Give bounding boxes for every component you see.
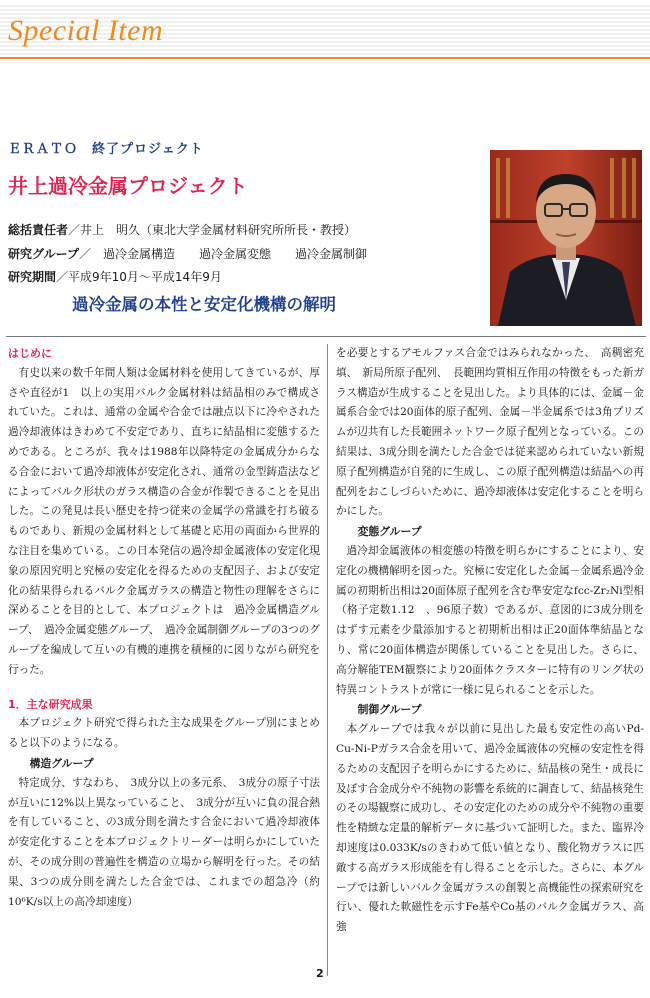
intro-heading: はじめに [8,347,52,360]
article-subtitle: 過冷金属の本性と安定化機構の解明 [72,295,336,314]
banner-title: Special Item [8,14,164,47]
structure-group-paragraph: 特定成分、すなわち、 3成分以上の多元系、 3成分の原子寸法が互いに12%以上異なっていること、 3成分が互いに負の混合熱を有していること、の3成分則を満たす合金において過冷却液体が安定化することを本プロジェクトリーダーは明らかにしていたが、その成分則の普遍性を構造の立場から解明を行った。その結果、3つの成分則を満たした合金では、これまでの超急冷（約10⁶K/s以上の高冷却速度） [8,776,320,908]
control-group-paragraph: 本グループでは我々が以前に見出した最も安定性の高いPd-Cu-Ni-Pガラス合金を用いて、過冷金属液体の究極の安定性を得るための支配因子を明らかにするために、結晶核の発生・成長に及ぼす合金成分や不純物の影響を系統的に調査して、結晶核発生のその場観察に成功し、その安定化のための成分や不純物の重要性を精緻な定量的解析データに基づいて証明した。また、臨界冷却速度は0.033K/sのきわめて低い値となり、酸化物ガラスに匹敵する高ガラス形成能を有し得ることを示した。さらに、本グループでは新しいバルク金属ガラスの創製と高機能性の探索研究を行い、優れた軟磁性を示すFe基やCo基のバルク金属ガラス、高強 [336,723,644,934]
transformation-group-heading: 変態グループ [357,525,422,539]
period-line [8,268,222,285]
body-column-left [8,344,320,912]
transformation-group-paragraph: 過冷却金属液体の相変態の特徴を明らかにすることにより、安定化の機構解明を図った。究極に安定化した金属－金属系過冷金属の初期析出相は20面体原子配列を含む準安定なfcc-Zr₂Ni型相（格子定数1.12 、96原子数）であるが、意図的に3成分則をはずす元素を少量添加すると初期析出相は正20面体準結晶となり、常に20面体構造が関係していることを見出した。さらに、高分解能TEM観察により20面体クラスターに特有のリング状の特異コントラストが常に一様に見られることを示した。 [336,544,644,696]
column-divider [327,344,328,976]
director-label: 総括責任者 [8,223,69,237]
control-group-heading: 制御グループ [357,703,422,717]
results-heading: 1．主な研究成果 [8,697,93,711]
groups-label: 研究グループ [8,247,80,261]
program-label: ＥＲＡＴＯ 終了プロジェクト [8,142,204,157]
project-title: 井上過冷金属プロジェクト [8,174,248,198]
groups-line [8,245,367,262]
director-portrait-photo [490,150,642,326]
structure-group-paragraph-continued: を必要とするアモルファス合金ではみられなかった、 高稠密充填、 新局所原子配列、 長範囲均質相互作用の特徴をもった新ガラス構造が生成することを見出した。より具体的には、金属－金属系合金では20面体的原子配列、金属－半金属系では3角プリズムが辺共有した長範囲ネットワーク原子配列となっている。この結果は、3成分則を満たした合金では従来認められていない新規原子配列構造が自発的に生成し、この原子配列構造は結晶への再配列をおこしづらいために、過冷却液体は安定化することを明らかにした。 [336,347,644,518]
period-value: ／平成9年10月～平成14年9月 [56,270,222,284]
period-label: 研究期間 [8,270,57,284]
structure-group-heading: 構造グループ [29,756,94,770]
header-rule [6,336,646,337]
body-column-right [336,344,644,938]
page-number: 2 [316,967,324,980]
director-line [8,221,356,238]
intro-paragraph: 有史以来の数千年間人類は金属材料を使用してきているが、厚さや直径が1 以上の実用バルク金属材料は結晶相のみで構成されていた。これは、通常の金属や合金では融点以下に冷やされた過冷却液体はきわめて不安定であり、直ちに結晶相に変態するためである。ところが、我々は1988年以降特定の金属成分からなる合金において過冷却液体が安定化され、通常の金型鋳造法などによってバルク形状のガラス構造の合金が作製できることを見出した。この発見は長い歴史を持つ従来の金属学の常識を打ち破るものであり、新規の金属材料として基礎と応用の両面から世界的な注目を集めている。この日本発信の過冷却金属液体の安定化現象の原因究明と究極の安定化を得るための支配因子、および安定化の結果得られるバルク金属ガラスの構造と物性の理解をさらに深めることを目的として、本プロジェクトは 過冷金属構造グループ、 過冷金属変態グループ、 過冷金属制御グループの3つのグループを編成して互いの有機的連携を積極的に図りながら研究を行った。 [8,366,320,676]
groups-value: ／ 過冷金属構造 過冷金属変態 過冷金属制御 [79,247,368,261]
results-intro-paragraph: 本プロジェクト研究で得られた主な成果をグループ別にまとめると以下のようになる。 [8,717,320,750]
director-value: ／井上 明久（東北大学金属材料研究所所長・教授） [68,223,357,237]
